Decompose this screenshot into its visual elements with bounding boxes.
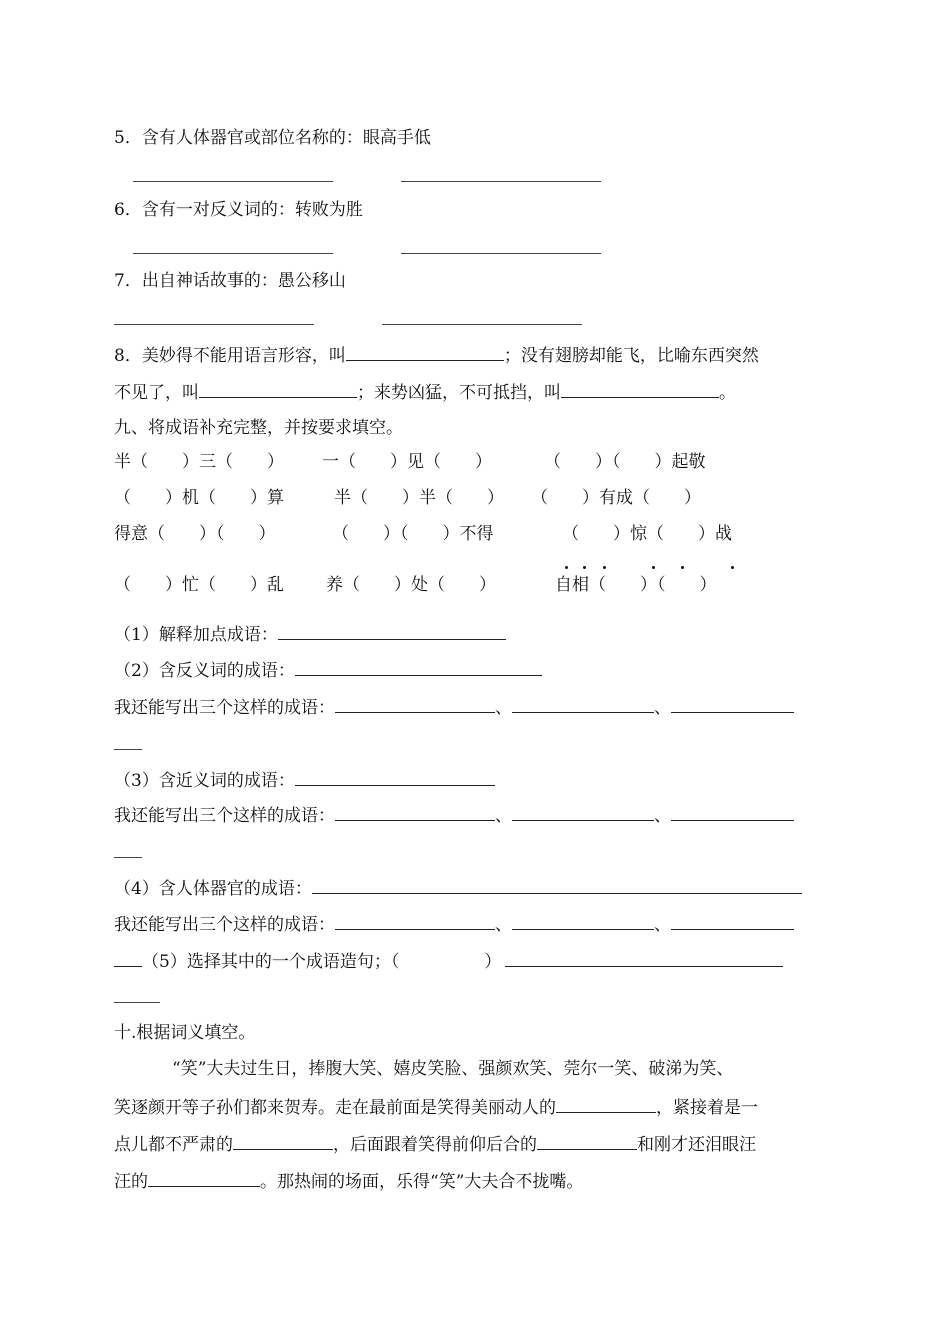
answer-blank[interactable]: [346, 342, 504, 361]
question-5: 5．含有人体器官或部位名称的：眼高手低: [114, 128, 431, 148]
answer-blank[interactable]: [335, 694, 495, 713]
passage-line: [114, 1094, 758, 1120]
sub-question-3: [114, 767, 495, 793]
answer-blank[interactable]: [512, 911, 654, 930]
idiom-cell: 一（ ）见（ ）: [322, 452, 492, 472]
sub-question-2: [114, 657, 542, 683]
idiom-cell: 半（ ）三（ ）: [114, 452, 284, 472]
answer-blank[interactable]: [671, 694, 794, 713]
passage-text: ，后面跟着笑得前仰后合的: [333, 1135, 537, 1155]
answer-line[interactable]: [114, 749, 142, 750]
answer-blank[interactable]: [671, 911, 794, 930]
answer-blank[interactable]: [335, 802, 495, 821]
answer-blank[interactable]: [312, 875, 802, 894]
passage-text: 。那热闹的场面，乐得“笑”大夫合不拢嘴。: [260, 1172, 584, 1192]
question-6: 6．含有一对反义词的：转败为胜: [114, 200, 363, 220]
idiom-cell: （ ）机（ ）算: [114, 488, 284, 508]
answer-line[interactable]: [114, 1002, 160, 1003]
answer-blank[interactable]: [114, 948, 142, 967]
answer-blank[interactable]: [512, 802, 654, 821]
q8-text: 。: [719, 383, 736, 403]
answer-blank[interactable]: [561, 379, 719, 398]
write-three-label: 我还能写出三个这样的成语：: [114, 915, 335, 935]
sub-question-label: （4）含人体器官的成语：: [114, 879, 312, 899]
emphasis-dot: [681, 566, 684, 569]
passage-text: ，紧接着是一: [656, 1098, 758, 1118]
idiom-cell: （ ）有成（ ）: [531, 488, 701, 508]
sub-question-label: （3）含近义词的成语：: [114, 771, 295, 791]
separator: 、: [654, 915, 671, 935]
write-three-label: 我还能写出三个这样的成语：: [114, 806, 335, 826]
question-8-line2: [114, 379, 736, 405]
section-10-title: 十.根据词义填空。: [114, 1023, 256, 1043]
answer-blank[interactable]: [505, 948, 783, 967]
sub-question-5: [114, 948, 783, 974]
q8-text: 不见了，叫: [114, 383, 199, 403]
sub-question-label: （1）解释加点成语：: [114, 625, 278, 645]
section-9-title: 九、将成语补充完整，并按要求填空。: [114, 418, 403, 438]
answer-blank[interactable]: [199, 379, 357, 398]
answer-line[interactable]: [133, 181, 333, 182]
answer-line[interactable]: [382, 324, 582, 325]
sub-question-label: （5）选择其中的一个成语造句；（ ）: [142, 952, 502, 972]
passage-text: 汪的: [114, 1172, 148, 1192]
answer-blank[interactable]: [295, 657, 542, 676]
answer-line[interactable]: [114, 324, 314, 325]
sub-question-4: [114, 875, 802, 901]
question-8-line1: [114, 342, 759, 368]
idiom-cell: （ ）（ ）起敬: [544, 452, 706, 472]
idiom-cell: 养（ ）处（ ）: [326, 575, 496, 595]
answer-line[interactable]: [401, 253, 601, 254]
emphasis-dot: [565, 566, 568, 569]
answer-blank[interactable]: [537, 1131, 637, 1150]
answer-blank[interactable]: [556, 1094, 656, 1113]
answer-line[interactable]: [114, 857, 142, 858]
separator: 、: [654, 806, 671, 826]
emphasis-dot: [583, 566, 586, 569]
idiom-cell: 自相（ ）（ ）: [555, 575, 717, 595]
answer-blank[interactable]: [671, 802, 794, 821]
separator: 、: [495, 915, 512, 935]
passage-text: 和刚才还泪眼汪: [637, 1135, 756, 1155]
separator: 、: [654, 698, 671, 718]
passage-text: 笑逐颜开等子孙们都来贺寿。走在最前面是笑得美丽动人的: [114, 1098, 556, 1118]
write-three-line: [114, 802, 794, 828]
sub-question-1: [114, 621, 506, 647]
idiom-cell: （ ）（ ）不得: [332, 524, 494, 544]
q8-text: ；没有翅膀却能飞，比喻东西突然: [503, 346, 759, 366]
passage-line: [114, 1168, 583, 1194]
write-three-label: 我还能写出三个这样的成语：: [114, 698, 335, 718]
q8-text: 8．美妙得不能用语言形容，叫: [114, 346, 346, 366]
write-three-line: [114, 694, 794, 720]
passage-line: “笑”大夫过生日，捧腹大笑、嬉皮笑脸、强颜欢笑、莞尔一笑、破涕为笑、: [172, 1059, 734, 1079]
passage-text: 点儿都不严肃的: [114, 1135, 233, 1155]
q8-text: ；来势凶猛，不可抵挡，叫: [357, 383, 561, 403]
answer-blank[interactable]: [233, 1131, 333, 1150]
answer-line[interactable]: [401, 181, 601, 182]
question-7: 7．出自神话故事的：愚公移山: [114, 271, 346, 291]
answer-blank[interactable]: [295, 767, 495, 786]
separator: 、: [495, 698, 512, 718]
separator: 、: [495, 806, 512, 826]
answer-blank[interactable]: [278, 621, 506, 640]
idiom-cell: （ ）惊（ ）战: [562, 524, 732, 544]
emphasis-dot: [603, 566, 606, 569]
passage-line: [114, 1131, 756, 1157]
write-three-line: [114, 911, 794, 937]
idiom-cell: 半（ ）半（ ）: [334, 488, 504, 508]
answer-blank[interactable]: [512, 694, 654, 713]
idiom-cell: （ ）忙（ ）乱: [114, 575, 284, 595]
answer-blank[interactable]: [148, 1168, 260, 1187]
answer-blank[interactable]: [335, 911, 495, 930]
idiom-cell: 得意（ ）（ ）: [114, 524, 276, 544]
emphasis-dot: [731, 566, 734, 569]
answer-line[interactable]: [133, 253, 333, 254]
emphasis-dot: [652, 566, 655, 569]
sub-question-label: （2）含反义词的成语：: [114, 661, 295, 681]
